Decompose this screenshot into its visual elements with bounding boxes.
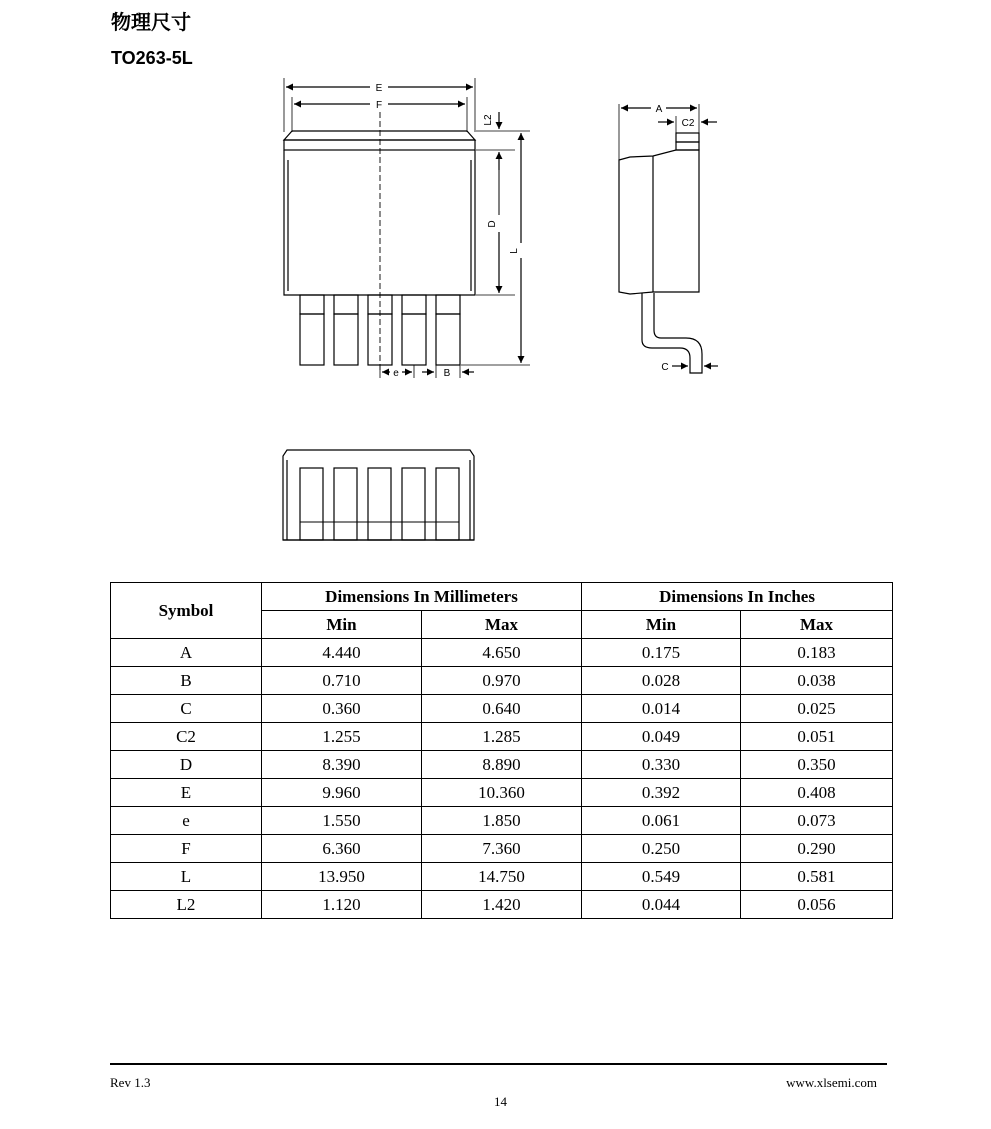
cell-mm-min: 9.960 — [262, 779, 422, 807]
cell-mm-min: 0.710 — [262, 667, 422, 695]
cell-in-min: 0.014 — [582, 695, 741, 723]
cell-in-max: 0.073 — [741, 807, 893, 835]
cell-in-max: 0.350 — [741, 751, 893, 779]
header-millimeters: Dimensions In Millimeters — [262, 583, 582, 611]
table-row — [111, 695, 893, 723]
cell-symbol: B — [111, 667, 262, 695]
table-row — [111, 779, 893, 807]
cell-mm-max: 0.640 — [422, 695, 582, 723]
cell-mm-max: 1.285 — [422, 723, 582, 751]
label-C2: C2 — [681, 118, 695, 129]
header-mm-max: Max — [422, 611, 582, 639]
package-outline-drawing — [0, 0, 991, 560]
cell-mm-max: 1.420 — [422, 891, 582, 919]
label-F: F — [375, 100, 383, 111]
revision-label: Rev 1.3 — [110, 1075, 151, 1090]
cell-mm-min: 13.950 — [262, 863, 422, 891]
table-row — [111, 723, 893, 751]
section-title: 物理尺寸 — [111, 10, 191, 34]
bottom-view — [283, 450, 474, 540]
cell-mm-max: 4.650 — [422, 639, 582, 667]
cell-symbol: C — [111, 695, 262, 723]
table-row — [111, 863, 893, 891]
header-inches: Dimensions In Inches — [582, 583, 893, 611]
label-D: D — [487, 220, 498, 228]
label-A: A — [655, 104, 663, 115]
cell-in-min: 0.028 — [582, 667, 741, 695]
cell-mm-min: 4.440 — [262, 639, 422, 667]
label-L2: L2 — [483, 114, 494, 126]
cell-mm-max: 0.970 — [422, 667, 582, 695]
cell-in-max: 0.581 — [741, 863, 893, 891]
cell-in-min: 0.250 — [582, 835, 741, 863]
header-mm-min: Min — [262, 611, 422, 639]
cell-mm-min: 1.120 — [262, 891, 422, 919]
cell-symbol: L2 — [111, 891, 262, 919]
cell-mm-min: 1.255 — [262, 723, 422, 751]
label-B: B — [443, 368, 451, 379]
cell-in-max: 0.183 — [741, 639, 893, 667]
cell-in-max: 0.025 — [741, 695, 893, 723]
cell-in-max: 0.056 — [741, 891, 893, 919]
cell-symbol: e — [111, 807, 262, 835]
footer-divider — [110, 1063, 887, 1065]
cell-symbol: C2 — [111, 723, 262, 751]
table-row — [111, 807, 893, 835]
side-view — [619, 104, 718, 373]
label-e: e — [393, 368, 399, 379]
cell-symbol: F — [111, 835, 262, 863]
cell-mm-max: 7.360 — [422, 835, 582, 863]
cell-in-min: 0.044 — [582, 891, 741, 919]
cell-in-min: 0.061 — [582, 807, 741, 835]
cell-in-max: 0.038 — [741, 667, 893, 695]
cell-in-max: 0.290 — [741, 835, 893, 863]
cell-in-min: 0.175 — [582, 639, 741, 667]
table-row — [111, 639, 893, 667]
package-name: TO263-5L — [111, 48, 193, 68]
website-label: www.xlsemi.com — [786, 1075, 877, 1090]
cell-mm-max: 14.750 — [422, 863, 582, 891]
header-in-min: Min — [582, 611, 741, 639]
dimensions-table — [110, 582, 893, 919]
table-row — [111, 835, 893, 863]
cell-mm-max: 8.890 — [422, 751, 582, 779]
cell-in-max: 0.051 — [741, 723, 893, 751]
cell-mm-min: 8.390 — [262, 751, 422, 779]
cell-mm-min: 1.550 — [262, 807, 422, 835]
cell-mm-min: 0.360 — [262, 695, 422, 723]
label-E: E — [375, 83, 383, 94]
cell-mm-min: 6.360 — [262, 835, 422, 863]
cell-mm-max: 10.360 — [422, 779, 582, 807]
cell-in-max: 0.408 — [741, 779, 893, 807]
cell-symbol: D — [111, 751, 262, 779]
cell-symbol: E — [111, 779, 262, 807]
table-row — [111, 751, 893, 779]
table-row — [111, 667, 893, 695]
cell-in-min: 0.049 — [582, 723, 741, 751]
header-in-max: Max — [741, 611, 893, 639]
cell-in-min: 0.330 — [582, 751, 741, 779]
cell-mm-max: 1.850 — [422, 807, 582, 835]
cell-in-min: 0.549 — [582, 863, 741, 891]
label-L: L — [509, 248, 520, 254]
page-number: 14 — [494, 1094, 507, 1109]
table-row — [111, 891, 893, 919]
cell-symbol: A — [111, 639, 262, 667]
cell-in-min: 0.392 — [582, 779, 741, 807]
label-C: C — [661, 362, 669, 373]
cell-symbol: L — [111, 863, 262, 891]
header-symbol: Symbol — [111, 583, 262, 639]
